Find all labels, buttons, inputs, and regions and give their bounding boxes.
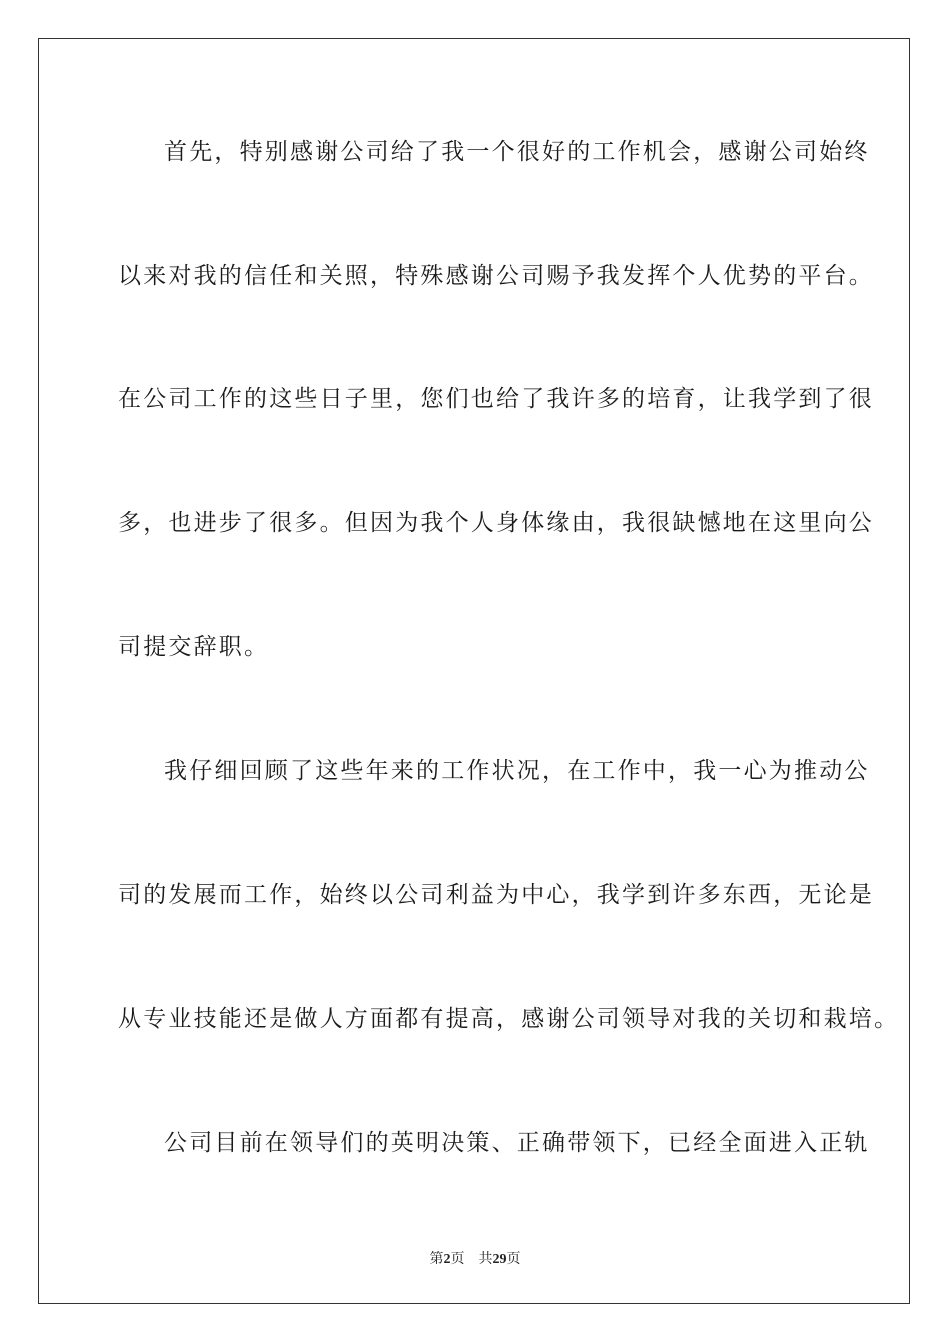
text-line-9: 公司目前在领导们的英明决策、正确带领下，已经全面进入正轨 — [164, 1130, 870, 1156]
page-prefix: 第 — [429, 1252, 444, 1267]
page-suffix: 页 — [450, 1252, 465, 1267]
text-line-7: 司的发展而工作，始终以公司利益为中心，我学到许多东西，无论是 — [118, 882, 874, 908]
text-line-6: 我仔细回顾了这些年来的工作状况，在工作中，我一心为推动公 — [164, 758, 870, 784]
page-border — [38, 38, 910, 1304]
total-suffix: 页 — [506, 1252, 521, 1267]
total-prefix: 共 — [478, 1252, 493, 1267]
text-line-5: 司提交辞职。 — [118, 634, 270, 660]
text-line-2: 以来对我的信任和关照，特殊感谢公司赐予我发挥个人优势的平台。 — [118, 263, 874, 289]
text-line-1: 首先，特别感谢公司给了我一个很好的工作机会，感谢公司始终 — [164, 139, 870, 165]
page-footer — [0, 1248, 950, 1268]
page-number: 2 — [443, 1252, 451, 1267]
text-line-3: 在公司工作的这些日子里，您们也给了我许多的培育，让我学到了很 — [118, 386, 874, 412]
text-line-8: 从专业技能还是做人方面都有提高，感谢公司领导对我的关切和栽培。 — [118, 1006, 900, 1032]
total-pages: 29 — [492, 1252, 507, 1267]
text-line-4: 多，也进步了很多。但因为我个人身体缘由，我很缺憾地在这里向公 — [118, 510, 874, 536]
